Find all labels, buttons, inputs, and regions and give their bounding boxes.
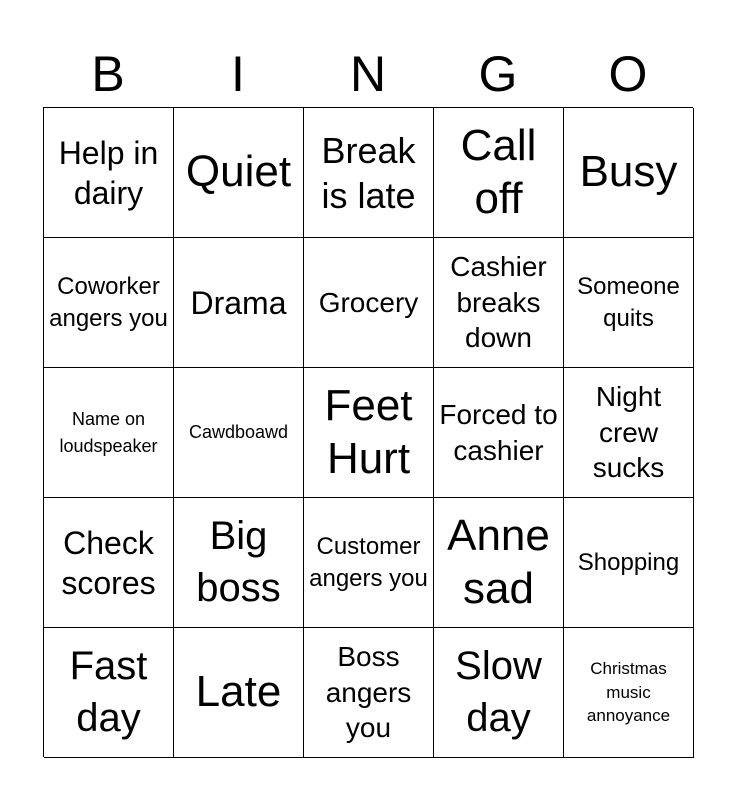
cell-text: Slow day: [455, 644, 542, 740]
bingo-cell-r3c4[interactable]: [564, 498, 694, 628]
bingo-cell-r4c3[interactable]: [434, 628, 564, 758]
bingo-cell-r4c0[interactable]: [44, 628, 174, 758]
bingo-cell-r2c0[interactable]: [44, 368, 174, 498]
bingo-cell-r1c0[interactable]: [44, 238, 174, 368]
bingo-cell-r0c2[interactable]: [304, 108, 434, 238]
cell-text: Fast day: [69, 644, 148, 740]
bingo-cell-r4c1[interactable]: [174, 628, 304, 758]
cell-text: Help in dairy: [58, 134, 159, 211]
bingo-cell-r0c3[interactable]: [434, 108, 564, 238]
cell-text: Boss angers you: [325, 640, 412, 744]
cell-text: Cashier breaks down: [450, 250, 547, 354]
cell-text: Night crew sucks: [592, 380, 665, 484]
cell-text: Call off: [460, 120, 537, 223]
cell-text: Cawdboawd: [188, 422, 289, 443]
bingo-cell-r2c4[interactable]: [564, 368, 694, 498]
header-letter-b: B: [91, 46, 125, 102]
bingo-cell-r1c4[interactable]: [564, 238, 694, 368]
bingo-cell-r2c3[interactable]: [434, 368, 564, 498]
bingo-board: [43, 107, 693, 757]
cell-text: Break is late: [321, 129, 416, 216]
bingo-cell-r0c4[interactable]: [564, 108, 694, 238]
cell-text: Someone quits: [577, 273, 680, 332]
bingo-cell-r0c0[interactable]: [44, 108, 174, 238]
bingo-header: [43, 42, 693, 106]
cell-text: Anne sad: [447, 510, 550, 613]
header-letter-o: O: [608, 46, 648, 102]
bingo-cell-r1c1[interactable]: [174, 238, 304, 368]
header-letter-g: G: [478, 46, 518, 102]
header-letter-n: N: [349, 46, 387, 102]
cell-text: Coworker angers you: [49, 273, 168, 332]
cell-text: Grocery: [318, 286, 419, 318]
cell-text: Big boss: [196, 514, 281, 610]
cell-text: Christmas music annoyance: [586, 658, 671, 726]
bingo-cell-r3c0[interactable]: [44, 498, 174, 628]
cell-text: Name on loudspeaker: [59, 409, 158, 456]
bingo-cell-r3c3[interactable]: [434, 498, 564, 628]
cell-text: Drama: [190, 284, 287, 321]
bingo-cell-r3c2[interactable]: [304, 498, 434, 628]
bingo-cell-r1c3[interactable]: [434, 238, 564, 368]
cell-text: Feet Hurt: [324, 380, 413, 483]
header-letter-i: I: [231, 46, 245, 102]
cell-text: Check scores: [61, 524, 156, 601]
bingo-cell-r2c2[interactable]: [304, 368, 434, 498]
cell-text: Quiet: [185, 147, 292, 197]
bingo-cell-r2c1[interactable]: [174, 368, 304, 498]
bingo-cell-r4c4[interactable]: [564, 628, 694, 758]
bingo-cell-r4c2[interactable]: [304, 628, 434, 758]
cell-text: Late: [195, 667, 282, 717]
bingo-cell-r1c2[interactable]: [304, 238, 434, 368]
bingo-cell-r0c1[interactable]: [174, 108, 304, 238]
cell-text: Busy: [579, 147, 678, 197]
cell-text: Shopping: [577, 548, 680, 576]
cell-text: Forced to cashier: [439, 398, 558, 466]
cell-text: Customer angers you: [309, 533, 428, 592]
bingo-cell-r3c1[interactable]: [174, 498, 304, 628]
